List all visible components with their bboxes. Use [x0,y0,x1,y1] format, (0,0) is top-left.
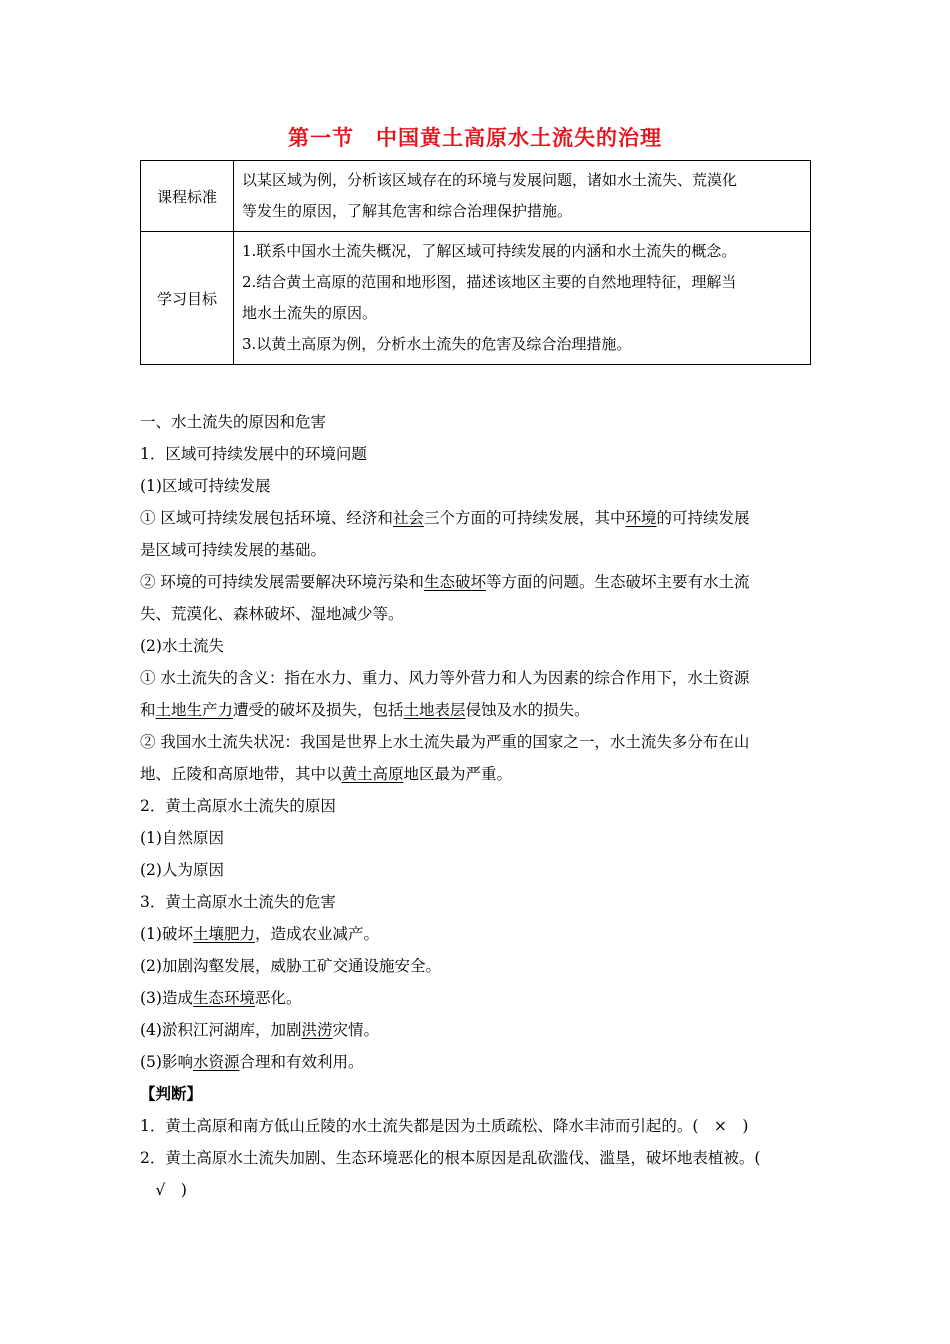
table-header-cell: 课程标准 [141,161,234,232]
section-title [0,122,950,152]
subheading: 1．区域可持续发展中的环境问题 [140,445,367,463]
section-name: 中国黄土高原水土流失的治理 [376,126,662,150]
subheading: (1)区域可持续发展 [140,477,271,495]
paragraph-line: ② 我国水土流失状况：我国是世界上水土流失最为严重的国家之一，水土流失多分布在山 [140,733,750,751]
blank-answer: 环境 [625,509,657,527]
blank-answer: 土地生产力 [155,701,234,719]
text: (5)影响 [140,1053,193,1071]
table-body-cell [234,161,811,232]
list-item [140,918,816,950]
text: 遭受的破坏及损失，包括 [233,701,404,719]
subheading: (2)水土流失 [140,637,224,655]
paragraph-line: 是区域可持续发展的基础。 [140,541,327,559]
text: 和 [140,701,156,719]
table-text-line: 2.结合黄土高原的范围和地形图，描述该地区主要的自然地理特征，理解当 [242,273,737,291]
list-item [140,1014,816,1046]
subheading: 2．黄土高原水土流失的原因 [140,797,336,815]
judge-item: 2．黄土高原水土流失加剧、生态环境恶化的根本原因是乱砍滥伐、滥垦，破坏地表植被。( [140,1149,761,1167]
text: 恶化。 [254,989,302,1007]
table-row [141,161,811,232]
blank-answer: 土壤肥力 [192,925,255,943]
blank-answer: 生态破坏 [423,573,486,591]
blank-answer: 土地表层 [403,701,466,719]
judge-item: 1．黄土高原和南方低山丘陵的水土流失都是因为土质疏松、降水丰沛而引起的。( × ) [140,1117,749,1135]
list-item: (2)人为原因 [140,861,224,879]
judge-item: √ ) [140,1181,187,1199]
blank-answer: 生态环境 [192,989,255,1007]
text: 的可持续发展 [656,509,750,527]
table-text-line: 以某区域为例，分析该区域存在的环境与发展问题，诸如水土流失、荒漠化 [242,171,738,189]
text: ② 环境的可持续发展需要解决环境污染和 [140,573,424,591]
blank-answer: 洪涝 [301,1021,333,1039]
text: 合理和有效利用。 [239,1053,364,1071]
paragraph-line: ① 水土流失的含义：指在水力、重力、风力等外营力和人为因素的综合作用下，水土资源 [140,669,750,687]
paragraph-line [140,566,816,598]
heading: 一、水土流失的原因和危害 [140,413,327,431]
text: 地区最为严重。 [403,765,513,783]
list-item [140,982,816,1014]
list-item [140,1046,816,1078]
text: 灾情。 [332,1021,379,1039]
paragraph-line [140,694,816,726]
table-body-cell [234,232,811,365]
blank-answer: 社会 [392,509,424,527]
lesson-content [140,406,816,1206]
paragraph-line [140,502,816,534]
table-header-cell: 学习目标 [141,232,234,365]
text: (3)造成 [140,989,193,1007]
section-number: 第一节 [288,126,354,150]
table-row [141,232,811,365]
text: 三个方面的可持续发展，其中 [423,509,626,527]
judge-label: 【判断】 [140,1084,203,1103]
list-item: (1)自然原因 [140,829,224,847]
table-text-line: 等发生的原因，了解其危害和综合治理保护措施。 [242,202,573,220]
table-text-line: 1.联系中国水土流失概况，了解区域可持续发展的内涵和水土流失的概念。 [242,242,737,260]
text: (1)破坏 [140,925,193,943]
text: 等方面的问题。生态破坏主要有水土流 [485,573,750,591]
text: 地、丘陵和高原地带，其中以 [140,765,342,783]
curriculum-table [140,160,811,365]
list-item: (2)加剧沟壑发展，威胁工矿交通设施安全。 [140,957,441,975]
paragraph-line: 失、荒漠化、森林破坏、湿地减少等。 [140,605,404,623]
subheading: 3．黄土高原水土流失的危害 [140,893,336,911]
blank-answer: 水资源 [192,1053,240,1071]
paragraph-line [140,758,816,790]
blank-answer: 黄土高原 [341,765,404,783]
table-text-line: 3.以黄土高原为例，分析水土流失的危害及综合治理措施。 [242,335,632,353]
text: ，造成农业减产。 [254,925,379,943]
text: 侵蚀及水的损失。 [465,701,590,719]
text: ① 区域可持续发展包括环境、经济和 [140,509,393,527]
table-text-line: 地水土流失的原因。 [242,304,378,322]
text: (4)淤积江河湖库，加剧 [140,1021,302,1039]
